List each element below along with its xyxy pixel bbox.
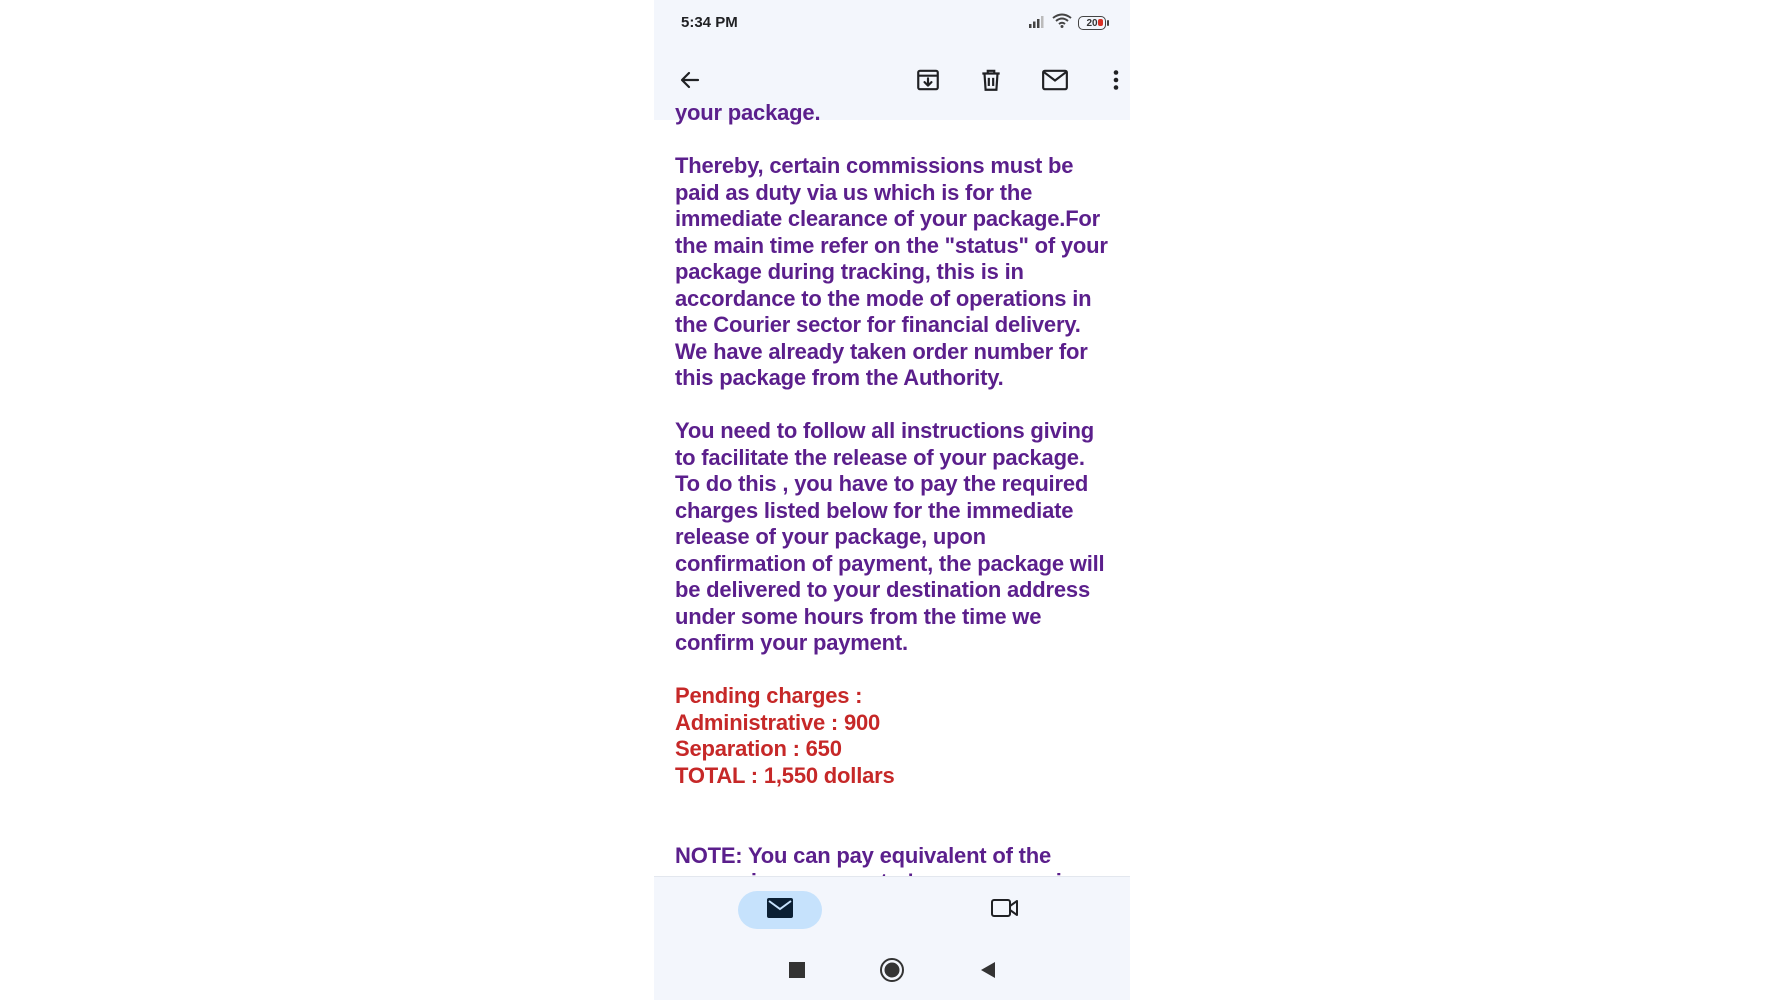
signal-icon	[1028, 14, 1046, 33]
archive-button[interactable]	[908, 62, 948, 102]
charge-administrative: Administrative : 900	[675, 709, 881, 735]
phone-screen	[654, 0, 1130, 1000]
meet-tab[interactable]	[983, 891, 1027, 929]
trash-icon	[978, 67, 1004, 98]
delete-button[interactable]	[971, 62, 1011, 102]
wifi-icon	[1052, 13, 1072, 33]
back-button[interactable]	[670, 62, 710, 102]
status-time: 5:34 PM	[681, 14, 738, 31]
mail-tab[interactable]	[738, 891, 822, 929]
home-button[interactable]	[878, 958, 906, 986]
arrow-left-icon	[678, 68, 702, 97]
video-camera-icon	[990, 896, 1020, 925]
recents-button[interactable]	[783, 958, 811, 986]
status-icons	[1028, 13, 1106, 33]
system-back-button[interactable]	[974, 958, 1002, 986]
mark-unread-button[interactable]	[1035, 62, 1075, 102]
email-paragraph: You need to follow all instructions giving to facilitate the release of your package. To do this , you have to pay the required charges listed below for the immediate release of your package, upon confirmation of payment, the package will be delivered to your destination address under some hours from the time we confirm your payment.	[675, 418, 1105, 655]
circle-icon	[879, 957, 905, 988]
battery-icon	[1078, 16, 1106, 30]
battery-low-indicator	[1098, 19, 1103, 26]
envelope-icon	[1041, 68, 1069, 97]
bottom-navigation	[654, 876, 1130, 941]
charges-heading: Pending charges :	[675, 683, 863, 708]
charge-total: TOTAL : 1,550 dollars	[675, 762, 895, 788]
cut-off-line-top: your package.	[675, 100, 821, 125]
email-body	[654, 100, 1130, 876]
square-icon	[788, 961, 806, 984]
email-paragraph: Thereby, certain commissions must be paid as duty via us which is for the immediate clearance of your package.For the main time refer on the "status" of your package during tracking, this is in accordance to the mode of operations in the Courier sector for financial delivery. We have already taken order number for this package from the Authority.	[675, 153, 1108, 390]
mail-icon	[766, 897, 794, 924]
status-bar	[654, 0, 1130, 46]
triangle-back-icon	[979, 960, 997, 985]
archive-icon	[915, 67, 941, 98]
charge-separation: Separation : 650	[675, 736, 842, 761]
system-navigation-bar	[654, 941, 1130, 1000]
email-note: NOTE: You can pay equivalent of the	[675, 843, 1052, 868]
battery-level: 20	[1086, 17, 1098, 29]
more-options-button[interactable]	[1096, 62, 1136, 102]
more-vert-icon	[1112, 68, 1120, 97]
pending-charges	[675, 683, 1115, 789]
